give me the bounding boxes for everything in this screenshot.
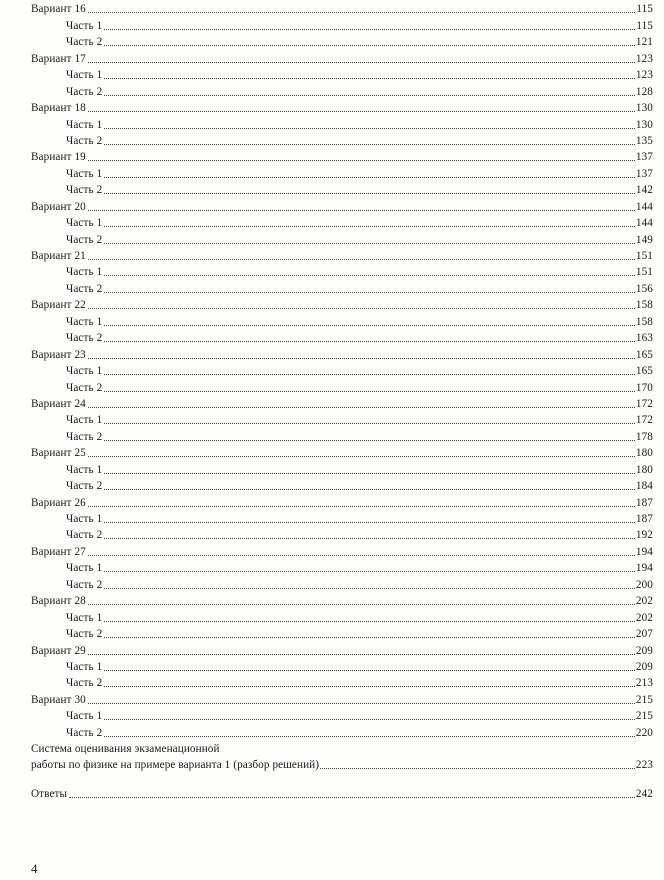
dot-leader <box>104 636 635 638</box>
dot-leader <box>88 209 635 211</box>
toc-entry-page: 137 <box>635 167 653 180</box>
toc-entry-part[interactable] <box>31 526 653 542</box>
toc-entry-part[interactable] <box>31 559 653 575</box>
toc-entry-page: 180 <box>635 447 653 460</box>
toc-entry-title-line2: работы по физике на примере варианта 1 (разбор решений) <box>31 758 320 771</box>
toc-entry-page: 187 <box>635 496 653 509</box>
dot-leader <box>104 77 635 79</box>
toc-entry-page: 187 <box>635 513 653 525</box>
toc-entry-part[interactable] <box>31 625 653 641</box>
dot-leader <box>88 159 635 161</box>
toc-entry-part[interactable] <box>31 723 653 739</box>
toc-entry-title: Часть 1 <box>66 414 103 427</box>
toc-entry-variant[interactable] <box>31 247 653 263</box>
toc-entry-title: Вариант 30 <box>31 693 86 706</box>
toc-entry-page: 135 <box>635 134 653 147</box>
dot-leader <box>104 521 635 523</box>
dot-leader <box>88 110 635 112</box>
toc-entry-title: Часть 2 <box>66 726 103 739</box>
toc-entry-page: 123 <box>635 52 653 65</box>
toc-entry-title: Вариант 20 <box>31 200 86 213</box>
toc-entry-title: Вариант 22 <box>31 299 86 312</box>
toc-entry-title: Часть 1 <box>66 118 103 131</box>
toc-entry-page: 242 <box>635 788 653 801</box>
dot-leader <box>104 192 635 194</box>
toc-entry-title: Вариант 27 <box>31 545 86 558</box>
dot-leader <box>104 620 635 622</box>
dot-leader <box>88 307 635 309</box>
toc-entry-title: Часть 2 <box>66 430 103 443</box>
dot-leader <box>104 44 635 46</box>
dot-leader <box>104 94 635 96</box>
toc-entry-title-line1: Система оценивания экзаменационной <box>31 742 220 755</box>
toc-entry-page: 202 <box>635 595 653 608</box>
toc-entry-page: 194 <box>635 545 653 558</box>
toc-entry-title: Часть 2 <box>66 233 103 246</box>
toc-entry-title: Вариант 28 <box>31 595 86 608</box>
page-number: 4 <box>31 861 38 876</box>
toc-entry-title: Вариант 26 <box>31 496 86 509</box>
toc-entry-page: 123 <box>635 69 653 82</box>
dot-leader <box>88 702 635 704</box>
toc-entry-page: 172 <box>635 397 653 410</box>
toc-entry-page: 194 <box>635 562 653 575</box>
toc-entry-page: 192 <box>635 529 653 542</box>
dot-leader <box>104 735 635 737</box>
toc-entry-page: 130 <box>635 102 653 115</box>
dot-leader <box>104 669 635 671</box>
toc-entry-title: Часть 2 <box>66 529 103 542</box>
toc-entry-title: Часть 2 <box>66 628 103 641</box>
toc-entry-title: Часть 1 <box>66 463 103 476</box>
toc-entry-page: 158 <box>635 299 653 312</box>
toc-entry-variant[interactable] <box>31 592 653 608</box>
toc-entry-variant[interactable] <box>31 148 653 164</box>
toc-entry-page: 163 <box>635 332 653 345</box>
dot-leader <box>104 685 635 687</box>
toc-entry-part[interactable] <box>31 411 653 427</box>
toc-entry-part[interactable] <box>31 378 653 394</box>
dot-leader <box>104 488 635 490</box>
toc-entry-page: 178 <box>635 430 653 443</box>
toc-entry-title: Часть 1 <box>66 513 103 525</box>
toc-entry-title: Часть 2 <box>66 332 103 345</box>
toc-entry-variant[interactable] <box>31 444 653 460</box>
toc-entry-title: Часть 1 <box>66 266 103 279</box>
dot-leader <box>104 422 635 424</box>
dot-leader <box>104 291 635 293</box>
toc-entry-title: Часть 1 <box>66 562 103 575</box>
dot-leader <box>88 11 635 13</box>
toc-entry-page: 200 <box>635 578 653 591</box>
toc-entry-page: 165 <box>635 348 653 361</box>
toc-entry-title: Часть 2 <box>66 578 103 591</box>
toc-entry-page: 209 <box>635 644 653 657</box>
toc-entry-title: Часть 2 <box>66 134 103 147</box>
toc-entry-page: 128 <box>635 85 653 98</box>
toc-entry-page: 144 <box>635 200 653 213</box>
toc-entry-variant[interactable] <box>31 0 653 16</box>
toc-entry-title: Часть 2 <box>66 677 103 690</box>
table-of-contents <box>31 0 653 801</box>
dot-leader <box>88 258 635 260</box>
toc-entry-variant[interactable] <box>31 493 653 509</box>
toc-entry-variant[interactable] <box>31 542 653 558</box>
dot-leader <box>104 176 635 178</box>
toc-entry-title: Часть 2 <box>66 184 103 197</box>
toc-entry-title: Ответы <box>31 788 68 801</box>
dot-leader <box>104 439 635 441</box>
toc-entry-part[interactable] <box>31 66 653 82</box>
dot-leader <box>88 455 635 457</box>
toc-entry-page: 115 <box>636 3 653 16</box>
toc-entry-page: 149 <box>635 233 653 246</box>
dot-leader <box>104 587 635 589</box>
dot-leader <box>104 340 635 342</box>
toc-entry-title: Вариант 23 <box>31 348 86 361</box>
toc-entry-title: Часть 1 <box>66 710 103 723</box>
toc-entry-title: Часть 1 <box>66 315 103 328</box>
toc-entry-title: Часть 1 <box>66 217 103 230</box>
toc-entry-part[interactable] <box>31 329 653 345</box>
dot-leader <box>104 143 635 145</box>
toc-entry-page: 184 <box>635 480 653 493</box>
toc-entry-page: 115 <box>636 19 653 32</box>
toc-entry-page: 215 <box>635 710 653 723</box>
dot-leader <box>104 537 635 539</box>
toc-entry-page: 151 <box>635 250 653 262</box>
dot-leader <box>88 61 635 63</box>
toc-entry-variant[interactable] <box>31 395 653 411</box>
toc-entry-title: Вариант 29 <box>31 644 86 657</box>
toc-entry-title: Часть 2 <box>66 381 103 394</box>
toc-entry-variant[interactable] <box>31 345 653 361</box>
dot-leader <box>320 767 635 769</box>
dot-leader <box>104 373 635 375</box>
toc-entry-part[interactable] <box>31 181 653 197</box>
toc-entry-page: 180 <box>635 463 653 476</box>
toc-entry-page: 137 <box>635 151 653 164</box>
dot-leader <box>104 570 635 572</box>
toc-entry-title: Часть 2 <box>66 36 103 49</box>
toc-entry-title: Вариант 18 <box>31 102 86 115</box>
toc-entry-part[interactable] <box>31 279 653 295</box>
toc-entry-variant[interactable] <box>31 99 653 115</box>
toc-entry-part[interactable] <box>31 16 653 32</box>
toc-entry-title: Вариант 24 <box>31 397 86 410</box>
dot-leader <box>88 653 635 655</box>
toc-entry-variant[interactable] <box>31 49 653 65</box>
toc-entry-answers[interactable] <box>31 785 653 801</box>
dot-leader <box>104 242 635 244</box>
dot-leader <box>104 390 635 392</box>
toc-entry-title: Часть 1 <box>66 365 103 378</box>
toc-entry-part[interactable] <box>31 608 653 624</box>
toc-entry-title: Вариант 16 <box>31 3 86 16</box>
toc-entry-page: 142 <box>635 184 653 197</box>
toc-entry-part[interactable] <box>31 230 653 246</box>
toc-entry-page: 130 <box>635 118 653 131</box>
toc-entry-title: Часть 1 <box>66 167 103 180</box>
toc-entry-title: Вариант 21 <box>31 250 86 262</box>
toc-entry-variant[interactable] <box>31 197 653 213</box>
toc-entry-page: 209 <box>635 660 653 673</box>
toc-entry-page: 158 <box>635 315 653 328</box>
toc-entry-page: 144 <box>635 217 653 230</box>
toc-entry-page: 156 <box>635 282 653 295</box>
toc-entry-part[interactable] <box>31 82 653 98</box>
dot-leader <box>104 472 635 474</box>
toc-entry-title: Часть 1 <box>66 19 103 32</box>
toc-entry-part[interactable] <box>31 263 653 279</box>
toc-entry-title: Часть 2 <box>66 282 103 295</box>
toc-entry-part[interactable] <box>31 427 653 443</box>
toc-entry-title: Вариант 25 <box>31 447 86 460</box>
toc-entry-title: Часть 2 <box>66 480 103 493</box>
dot-leader <box>104 324 635 326</box>
dot-leader <box>88 406 635 408</box>
toc-entry-variant[interactable] <box>31 296 653 312</box>
toc-entry-page: 202 <box>635 611 653 624</box>
toc-entry-part[interactable] <box>31 460 653 476</box>
toc-entry-title: Часть 1 <box>66 611 103 624</box>
toc-entry-part[interactable] <box>31 707 653 723</box>
toc-entry-page: 223 <box>635 758 653 771</box>
toc-entry-page: 151 <box>635 266 653 279</box>
toc-entry-page: 170 <box>635 381 653 394</box>
toc-entry-part[interactable] <box>31 575 653 591</box>
toc-entry-assessment[interactable] <box>31 740 653 772</box>
dot-leader <box>104 225 635 227</box>
toc-entry-part[interactable] <box>31 362 653 378</box>
toc-entry-part[interactable] <box>31 164 653 180</box>
toc-entry-title: Вариант 17 <box>31 52 86 65</box>
toc-entry-part[interactable] <box>31 33 653 49</box>
toc-entry-title: Часть 2 <box>66 85 103 98</box>
dot-leader <box>88 357 635 359</box>
dot-leader <box>104 127 635 129</box>
toc-entry-page: 220 <box>635 726 653 739</box>
dot-leader <box>104 274 635 276</box>
dot-leader <box>88 505 635 507</box>
toc-entry-part[interactable] <box>31 132 653 148</box>
toc-entry-title: Вариант 19 <box>31 151 86 164</box>
toc-entry-part[interactable] <box>31 477 653 493</box>
toc-entry-part[interactable] <box>31 115 653 131</box>
toc-entry-page: 165 <box>635 365 653 378</box>
toc-entry-page: 207 <box>635 628 653 641</box>
toc-entry-variant[interactable] <box>31 690 653 706</box>
toc-entry-page: 215 <box>635 693 653 706</box>
toc-entry-part[interactable] <box>31 658 653 674</box>
toc-entry-part[interactable] <box>31 510 653 526</box>
dot-leader <box>104 28 635 30</box>
dot-leader <box>88 603 635 605</box>
dot-leader <box>69 796 635 798</box>
dot-leader <box>88 554 635 556</box>
toc-entry-variant[interactable] <box>31 641 653 657</box>
toc-entry-title: Часть 1 <box>66 69 103 82</box>
toc-entry-part[interactable] <box>31 312 653 328</box>
toc-entry-part[interactable] <box>31 674 653 690</box>
toc-entry-part[interactable] <box>31 214 653 230</box>
toc-entry-title: Часть 1 <box>66 660 103 673</box>
dot-leader <box>104 718 635 720</box>
toc-entry-page: 172 <box>635 414 653 427</box>
toc-entry-page: 121 <box>635 36 653 49</box>
toc-entry-page: 213 <box>635 677 653 690</box>
